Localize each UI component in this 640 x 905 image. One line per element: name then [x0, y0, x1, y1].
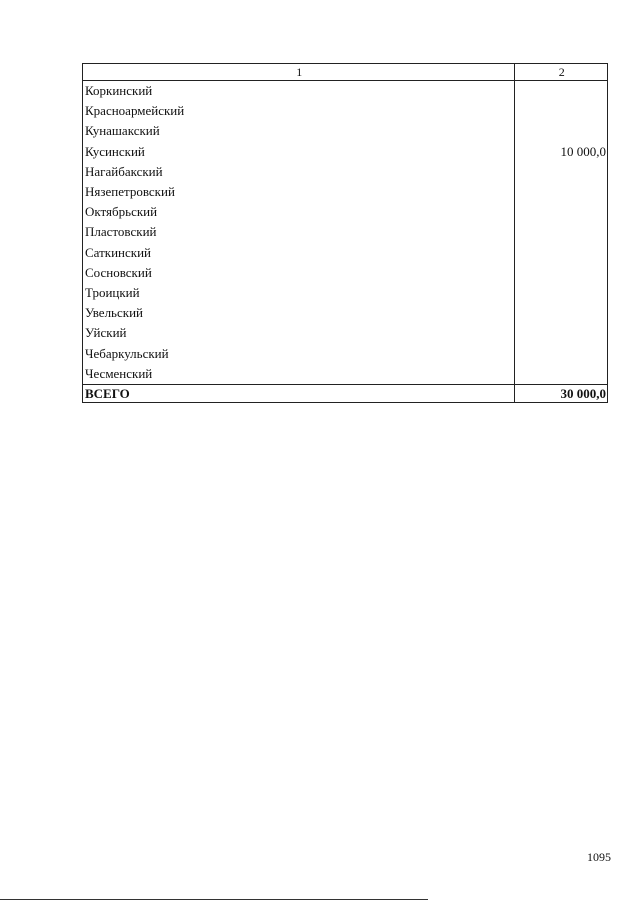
district-name: Сосновский: [83, 263, 515, 283]
district-value: [515, 222, 608, 242]
district-name: Октябрьский: [83, 202, 515, 222]
allocation-table: [82, 63, 608, 403]
page-number: 1095: [587, 850, 611, 864]
district-name: Нагайбакский: [83, 162, 515, 182]
table-row: [83, 182, 608, 202]
table-header-row: [83, 64, 608, 81]
district-value: [515, 243, 608, 263]
table-row: [83, 364, 608, 385]
table-row: [83, 243, 608, 263]
district-name: Увельский: [83, 303, 515, 323]
district-value: [515, 323, 608, 343]
district-value: [515, 162, 608, 182]
district-value: [515, 364, 608, 385]
table-row: [83, 81, 608, 102]
district-value: [515, 101, 608, 121]
district-value: [515, 343, 608, 363]
table-total-row: [83, 384, 608, 402]
district-value: [515, 303, 608, 323]
district-value: [515, 81, 608, 102]
district-name: Троицкий: [83, 283, 515, 303]
district-name: Коркинский: [83, 81, 515, 102]
column-number-1: 1: [83, 64, 515, 81]
table-row: [83, 303, 608, 323]
district-name: Уйский: [83, 323, 515, 343]
district-value: [515, 121, 608, 141]
table-row: [83, 162, 608, 182]
district-name: Красноармейский: [83, 101, 515, 121]
table-row: [83, 202, 608, 222]
table-row: [83, 121, 608, 141]
district-value: 10 000,0: [515, 142, 608, 162]
district-name: Кусинский: [83, 142, 515, 162]
district-name: Кунашакский: [83, 121, 515, 141]
district-value: [515, 202, 608, 222]
district-value: [515, 283, 608, 303]
district-name: Пластовский: [83, 222, 515, 242]
column-number-2: 2: [515, 64, 608, 81]
table-row: [83, 101, 608, 121]
district-value: [515, 263, 608, 283]
district-name: Чесменский: [83, 364, 515, 385]
district-name: Чебаркульский: [83, 343, 515, 363]
table-row: [83, 263, 608, 283]
table-row: [83, 142, 608, 162]
table-row: [83, 283, 608, 303]
total-label: ВСЕГО: [83, 384, 515, 402]
total-value: 30 000,0: [515, 384, 608, 402]
district-name: Нязепетровский: [83, 182, 515, 202]
table-row: [83, 323, 608, 343]
table-row: [83, 343, 608, 363]
footer-divider: [0, 899, 428, 900]
table-row: [83, 222, 608, 242]
district-name: Саткинский: [83, 243, 515, 263]
district-value: [515, 182, 608, 202]
